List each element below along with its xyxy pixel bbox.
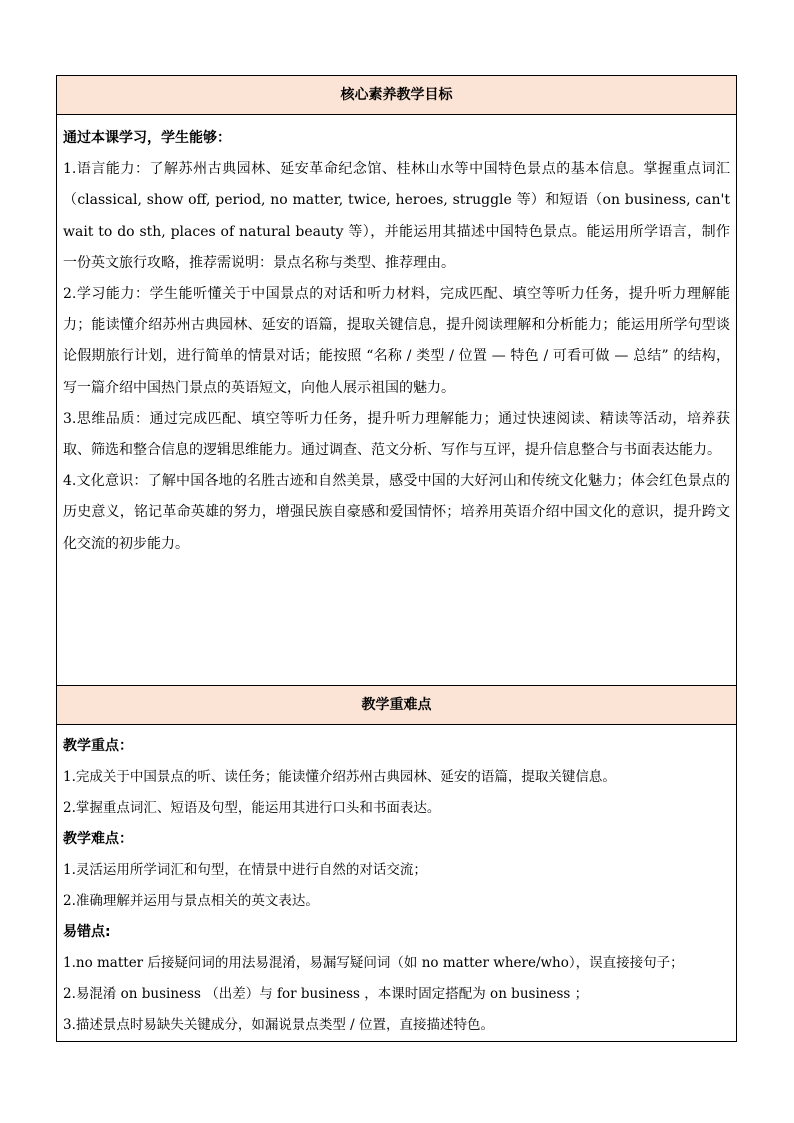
error-point-item: 1.no matter 后接疑问词的用法易混淆，易漏写疑问词（如 no matter where/who），误直接接句子； <box>63 955 684 971</box>
goal-item-culture: 4.文化意识：了解中国各地的名胜古迹和自然美景，感受中国的大好河山和传统文化魅力；体会红色景点的历史意义，铭记革命英雄的努力，增强民族自豪感和爱国情怀；培养用英语介绍中国文化的意识，提升跨文化交流的初步能力。 <box>63 473 730 552</box>
goal-item-thinking: 3.思维品质：通过完成匹配、填空等听力任务，提升听力理解能力；通过快速阅读、精读等活动，培养获取、筛选和整合信息的逻辑思维能力。通过调查、范文分析、写作与互评，提升信息整合与书面表达能力。 <box>63 410 730 459</box>
core-literacy-content-cell <box>57 115 737 686</box>
difficult-points-label: 教学难点： <box>63 831 133 847</box>
error-point-item: 2.易混淆 on business （出差）与 for business ，本课时固定搭配为 on business ； <box>63 986 589 1002</box>
lesson-plan-table <box>56 75 737 1042</box>
intro-text: 通过本课学习，学生能够： <box>63 130 231 146</box>
section-header-key-points <box>57 686 737 725</box>
key-point-item: 2.掌握重点词汇、短语及句型，能运用其进行口头和书面表达。 <box>63 800 441 816</box>
section-title: 教学重难点 <box>361 697 432 713</box>
key-point-item: 1.完成关于中国景点的听、读任务；能读懂介绍苏州古典园林、延安的语篇，提取关键信息。 <box>63 769 616 785</box>
difficult-point-item: 2.准确理解并运用与景点相关的英文表达。 <box>63 893 319 909</box>
key-points-content-cell <box>57 725 737 1042</box>
goal-item-learning: 2.学习能力：学生能听懂关于中国景点的对话和听力材料，完成匹配、填空等听力任务，提升听力理解能力；能读懂介绍苏州古典园林、延安的语篇，提取关键信息，提升阅读理解和分析能力；能运用所学句型谈论假期旅行计划，进行简单的情景对话；能按照 “名称 / 类型 / 位置 — 特色 / 可看可做 — 总结” 的结构，写一篇介绍中国热门景点的英语短文，向他人展示祖国的魅力。 <box>63 286 730 396</box>
error-points-label: 易错点: <box>63 924 111 940</box>
section-header-core-literacy <box>57 76 737 115</box>
section-title: 核心素养教学目标 <box>340 87 453 103</box>
key-points-label: 教学重点： <box>63 738 133 754</box>
error-point-item: 3.描述景点时易缺失关键成分，如漏说景点类型 / 位置，直接描述特色。 <box>63 1017 495 1033</box>
goal-item-language: 1.语言能力：了解苏州古典园林、延安革命纪念馆、桂林山水等中国特色景点的基本信息。掌握重点词汇（classical, show off, period, no matter, twice, heroes, struggle 等）和短语（on business, can't wait to do sth, places of natural beauty 等），并能运用其描述中国特色景点。能运用所学语言，制作一份英文旅行攻略，推荐需说明：景点名称与类型、推荐理由。 <box>63 161 730 271</box>
difficult-point-item: 1.灵活运用所学词汇和句型，在情景中进行自然的对话交流； <box>63 862 427 878</box>
